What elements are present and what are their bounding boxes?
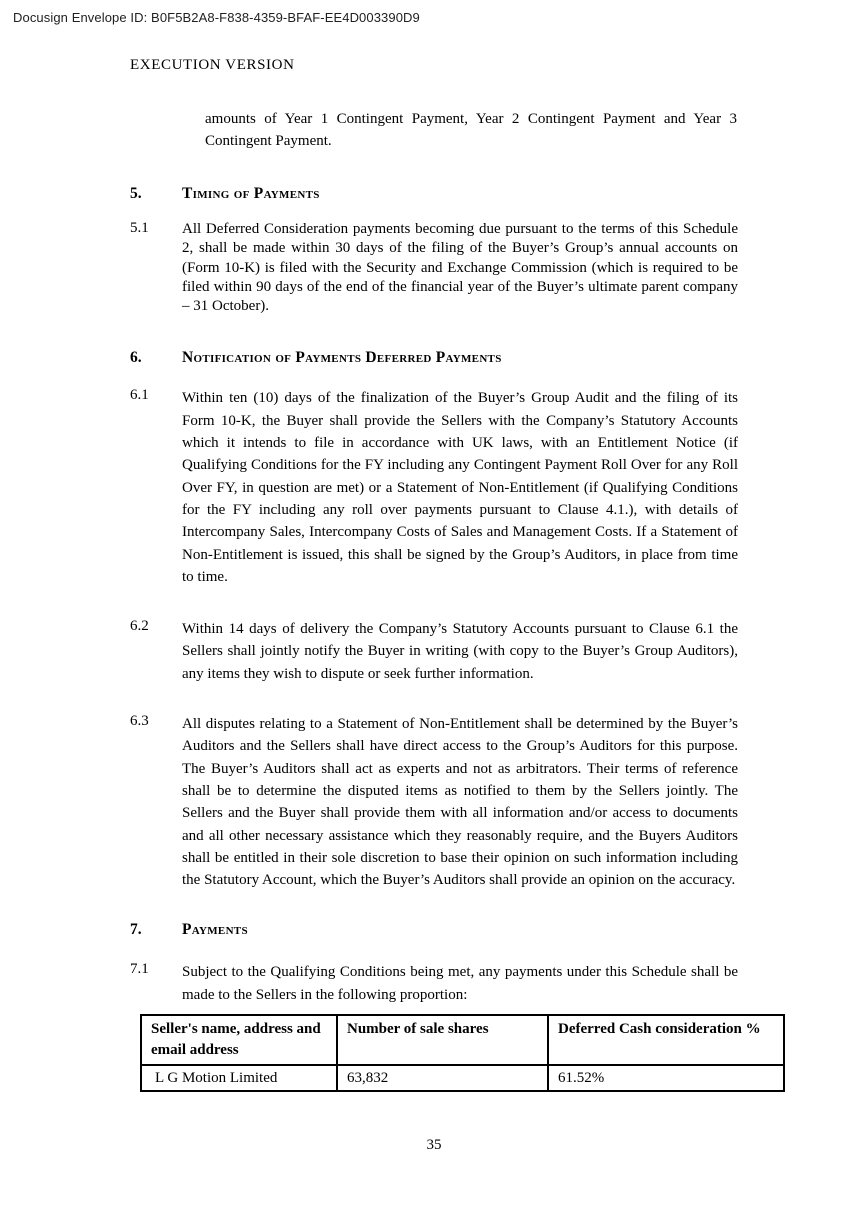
clause-5-1 xyxy=(130,220,738,316)
cell-consideration-pct: 61.52% xyxy=(548,1065,784,1091)
clause-number: 6.3 xyxy=(130,713,149,730)
section-title: Timing of Payments xyxy=(182,185,320,202)
clause-text: Subject to the Qualifying Conditions being met, any payments under this Schedule shall be made to the Sellers in the following proportion: xyxy=(182,964,738,1003)
intro-paragraph: amounts of Year 1 Contingent Payment, Year 2 Contingent Payment and Year 3 Contingent Payment. xyxy=(205,111,737,149)
clause-6-3 xyxy=(130,713,738,891)
clause-6-2 xyxy=(130,618,738,685)
clause-7-1 xyxy=(130,961,738,1006)
table-row xyxy=(141,1065,784,1091)
section-number: 5. xyxy=(130,185,142,202)
clause-number: 6.2 xyxy=(130,618,149,635)
section-number: 7. xyxy=(130,921,142,939)
sellers-proportion-table xyxy=(140,1014,785,1092)
page-number: 35 xyxy=(426,1137,442,1153)
clause-number: 7.1 xyxy=(130,961,149,978)
clause-number: 5.1 xyxy=(130,220,149,236)
docusign-envelope-id: Docusign Envelope ID: B0F5B2A8-F838-4359-BFAF-EE4D003390D9 xyxy=(13,10,420,25)
column-header-shares: Number of sale shares xyxy=(337,1015,548,1065)
column-header-seller: Seller's name, address and email address xyxy=(141,1015,337,1065)
column-header-consideration: Deferred Cash consideration % xyxy=(548,1015,784,1065)
section-heading-7 xyxy=(130,921,738,939)
clause-text: Within 14 days of delivery the Company’s Statutory Accounts pursuant to Clause 6.1 the Sellers shall jointly notify the Buyer in writing (with copy to the Buyer’s Group Auditors), any items they wish to dispute or seek further information. xyxy=(182,621,738,682)
section-heading-6 xyxy=(130,349,738,367)
clause-text: All disputes relating to a Statement of Non-Entitlement shall be determined by the Buyer’s Auditors and the Sellers shall have direct access to the Group’s Auditors for this purpose. The Buyer’s Auditors shall act as experts and not as arbitrators. Their terms of reference shall be to determine the disputed items as notified to them by the Sellers jointly. The Sellers and the Buyer shall provide them with all information and/or access to documents and all other necessary assistance which they reasonably require, and the Buyers Auditors shall be entitled in their sole discretion to base their opinion on such information including the Statutory Account, which the Buyer’s Auditors shall provide an opinion on the accuracy. xyxy=(182,716,738,889)
cell-share-count: 63,832 xyxy=(337,1065,548,1091)
section-heading-5 xyxy=(130,185,738,203)
clause-6-1 xyxy=(130,387,738,588)
clause-text: Within ten (10) days of the finalization of the Buyer’s Group Audit and the filing of its Form 10-K, the Buyer shall provide the Sellers with the Company’s Statutory Accounts which it intends to file in accordance with UK laws, with an Entitlement Notice (if Qualifying Conditions for the FY including any Contingent Payment Roll Over for any Roll Over FY, in question are met) or a Statement of Non-Entitlement (if Qualifying Conditions for the FY including any roll over payments pursuant to Clause 4.1.), with details of Intercompany Sales, Intercompany Costs of Sales and Management Costs. If a Statement of Non-Entitlement is issued, this shall be signed by the Group’s Auditors, in place from time to time. xyxy=(182,390,738,585)
section-title: Notification of Payments Deferred Payments xyxy=(182,349,502,367)
section-number: 6. xyxy=(130,349,142,367)
section-title: Payments xyxy=(182,921,248,939)
clause-text: All Deferred Consideration payments becoming due pursuant to the terms of this Schedule 2, shall be made within 30 days of the filing of the Buyer’s Group’s annual accounts on (Form 10-K) is filed with the Security and Exchange Commission (which is required to be filed within 90 days of the end of the financial year of the Buyer’s ultimate parent company – 31 October). xyxy=(182,221,738,315)
clause-number: 6.1 xyxy=(130,387,149,404)
document-body xyxy=(130,57,761,1092)
cell-seller-name: L G Motion Limited xyxy=(141,1065,337,1091)
execution-version-heading: EXECUTION VERSION xyxy=(130,57,295,73)
table-header-row xyxy=(141,1015,784,1065)
